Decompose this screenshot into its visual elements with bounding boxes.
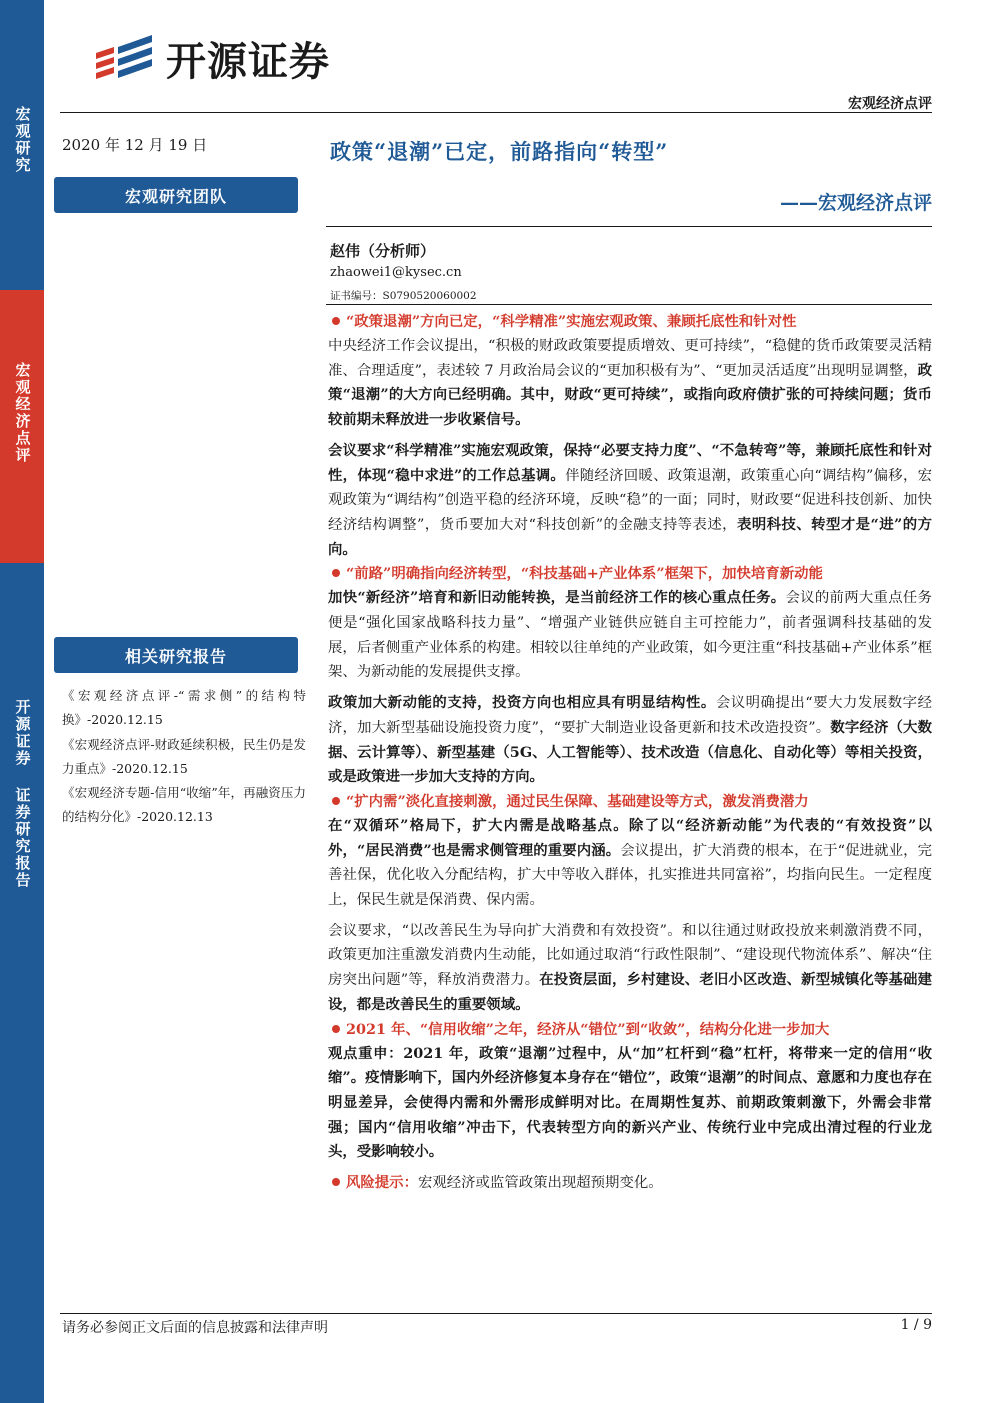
body-text: 会议的前两大重点任务便是“强化国家战略科技力量”、“增强产业链供应链自主可控能力”，前者强调科技基础的发展，后者侧重产业体系的构建。相较以往单纯的产业政策，如今更注重“科技基础+产业体系”框架、为新动能的发展提供支撑。 (328, 590, 932, 681)
section-heading-text: “扩内需”淡化直接刺激，通过民生保障、基础建设等方式，激发消费潜力 (346, 792, 809, 810)
body-paragraph (328, 586, 932, 685)
related-reports-list (62, 684, 306, 830)
analyst-name: 赵伟（分析师） (330, 242, 436, 260)
related-report-item[interactable]: 《宏观经济点评-财政延续积极，民生仍是发力重点》-2020.12.15 (62, 736, 306, 776)
body-text: 伴随经济回暖、政策退潮，政策重心向“调结构”偏移，宏观政策为“调结构”创造平稳的经济环境，反映“稳”的一面；同时，财政要“促进科技创新、加快经济结构调整”，货币要加大对“科技创新”的金融支持等表述， (328, 467, 933, 533)
body-text: 会议明确提出“要大力发展数字经济，加大新型基础设施投资力度”，“要扩大制造业设备更新和技术改造投资”。 (328, 695, 932, 736)
report-title: 政策“退潮”已定，前路指向“转型” (330, 139, 669, 164)
side-strip-top (0, 0, 44, 290)
logo-mark-icon (92, 33, 160, 85)
risk-note (328, 1171, 932, 1195)
risk-label: 风险提示： (346, 1174, 418, 1192)
side-strip-top-label: 宏观研究 (13, 106, 32, 174)
related-report-item[interactable]: 《宏观经济点评-“需求侧”的结构特换》-2020.12.15 (62, 688, 306, 728)
section-heading (328, 310, 932, 334)
risk-text: 宏观经济或监管政策出现超预期变化。 (417, 1175, 663, 1192)
body-paragraph (328, 334, 932, 433)
footer-divider (60, 1313, 932, 1314)
side-strip-bottom (0, 563, 44, 1403)
emphasis-text: 观点重申：2021 年，政策“退潮”过程中，从“加”杠杆到“稳”杠杆，将带来一定的信用“收缩”。疫情影响下，国内外经济修复本身存在“错位”，政策“退潮”的时间点、意愿和力度也存在明显差异，会使得内需和外需形成鲜明对比。在周期性复苏、前期政策刺激下，外需会非常强；国内“信用收缩”冲击下，代表转型方向的新兴产业、传统行业中完成出清过程的行业龙头，受影响较小。 (328, 1044, 932, 1161)
report-type: 宏观经济点评 (848, 96, 932, 112)
body-paragraph (328, 814, 932, 913)
analyst-divider (326, 304, 932, 305)
brand-logo (92, 30, 330, 87)
section-heading (328, 562, 932, 586)
bullet-icon (332, 317, 340, 325)
related-reports-banner: 相关研究报告 (54, 637, 298, 673)
emphasis-text: 加快“新经济”培育和新旧动能转换，是当前经济工作的核心重点任务。 (328, 589, 786, 607)
report-subtitle: ——宏观经济点评 (779, 192, 932, 214)
body-paragraph (328, 1042, 932, 1166)
body-text: 会议要求，“以改善民生为导向扩大消费和有效投资”。和以往通过财政投放来刺激消费不同，政策更加注重激发消费内生动能，比如通过取消“行政性限制”、“建设现代物流体系”、解决“住房突出问题”等，释放消费潜力。 (328, 922, 932, 989)
section-heading (328, 1018, 932, 1042)
report-date: 2020 年 12 月 19 日 (62, 136, 208, 154)
section-heading (328, 790, 932, 814)
emphasis-text: 在投资层面，乡村建设、老旧小区改造、新型城镇化等基础建设，都是改善民生的重要领域。 (328, 971, 932, 1013)
title-divider (326, 226, 932, 227)
header-divider (60, 112, 932, 113)
emphasis-text: 在“双循环”格局下，扩大内需是战略基点。除了以“经济新动能”为代表的“有效投资”以外，“居民消费”也是需求侧管理的重要内涵。 (328, 816, 932, 859)
footer-disclaimer: 请务必参阅正文后面的信息披露和法律声明 (62, 1320, 328, 1336)
emphasis-text: 数字经济（大数据、云计算等）、新型基建（5G、人工智能等）、技术改造（信息化、自动化等）等相关投资，或是政策进一步加大支持的方向。 (328, 718, 932, 786)
body-paragraph (328, 691, 932, 790)
side-strip-bottom-label: 开源证券 证券研究报告 (13, 699, 32, 889)
report-body (328, 310, 932, 1195)
analyst-cert: 证书编号：S0790520060002 (330, 290, 477, 302)
side-strip-middle-label: 宏观经济点评 (13, 362, 32, 464)
bullet-icon (332, 1178, 340, 1186)
section-heading-text: “政策退潮”方向已定，“科学精准”实施宏观政策、兼顾托底性和针对性 (346, 313, 797, 330)
body-paragraph (328, 919, 932, 1018)
emphasis-text: 政策“退潮”的大方向已经明确。其中，财政“更可持续”，或指向政府债扩张的可持续问题；货币较前期未释放进一步收紧信号。 (328, 361, 932, 429)
body-paragraph (328, 439, 932, 563)
section-heading-text: “前路”明确指向经济转型，“科技基础+产业体系”框架下，加快培育新动能 (346, 565, 823, 583)
related-report-item[interactable]: 《宏观经济专题-信用“收缩”年，再融资压力的结构分化》-2020.12.13 (62, 785, 306, 825)
section-heading-text: 2021 年、“信用收缩”之年，经济从“错位”到“收敛”，结构分化进一步加大 (346, 1020, 830, 1038)
side-strip (0, 0, 44, 1403)
team-banner: 宏观研究团队 (54, 177, 298, 213)
side-strip-middle (0, 290, 44, 563)
bullet-icon (332, 569, 340, 577)
emphasis-text: 政策加大新动能的支持，投资方向也相应具有明显结构性。 (328, 694, 716, 712)
emphasis-text: 表明科技、转型才是“进”的方向。 (328, 515, 932, 558)
page-number: 1 / 9 (900, 1317, 932, 1333)
emphasis-text: 会议要求“科学精准”实施宏观政策，保持“必要支持力度”、“不急转弯”等，兼顾托底性和针对性，体现“稳中求进”的工作总基调。 (328, 441, 932, 484)
bullet-icon (332, 797, 340, 805)
body-text: 会议提出，扩大消费的根本，在于“促进就业，完善社保，优化收入分配结构，扩大中等收入群体，扎实推进共同富裕”，均指向民生。一定程度上，保民生就是保消费、保内需。 (328, 842, 933, 909)
body-text: 中央经济工作会议提出，“积极的财政政策要提质增效、更可持续”，“稳健的货币政策要灵活精准、合理适度”，表述较 7 月政治局会议的“更加积极有为”、“更加灵活适度”出现明显调整， (328, 338, 932, 379)
brand-name: 开源证券 (166, 39, 330, 85)
bullet-icon (332, 1025, 340, 1033)
analyst-email[interactable]: zhaowei1@kysec.cn (330, 265, 462, 280)
